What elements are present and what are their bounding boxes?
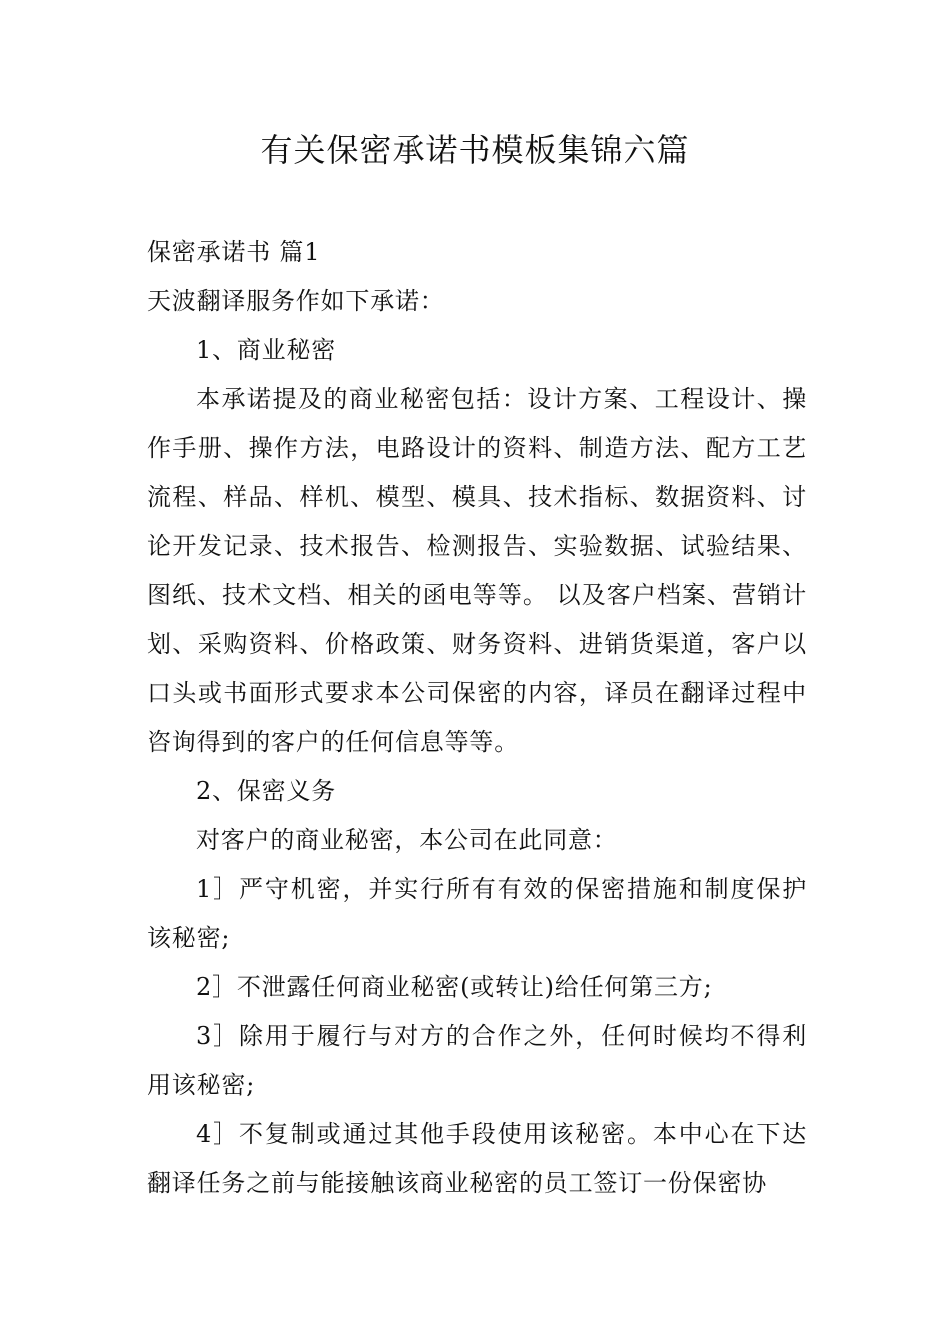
document-body	[147, 228, 807, 1208]
paragraph-clause-1: 1］严守机密，并实行所有有效的保密措施和制度保护该秘密;	[147, 875, 807, 952]
document-title: 有关保密承诺书模板集锦六篇	[260, 131, 690, 169]
section-heading: 保密承诺书 篇1	[147, 238, 321, 266]
paragraph-trade-secret-scope: 本承诺提及的商业秘密包括：设计方案、工程设计、操作手册、操作方法，电路设计的资料、制造方法、配方工艺流程、样品、样机、模型、模具、技术指标、数据资料、讨论开发记录、技术报告、检测报告、实验数据、试验结果、图纸、技术文档、相关的函电等等。 以及客户档案、营销计划、采购资料、价格政策、财务资料、进销货渠道，客户以口头或书面形式要求本公司保密的内容，译员在翻译过程中咨询得到的客户的任何信息等等。	[147, 385, 807, 756]
paragraph-clause-3: 3］除用于履行与对方的合作之外，任何时候均不得利用该秘密;	[147, 1022, 807, 1099]
paragraph-agreement-intro: 对客户的商业秘密，本公司在此同意：	[196, 826, 618, 854]
paragraph-heading-trade-secret: 1、商业秘密	[196, 336, 337, 364]
paragraph-heading-confidentiality: 2、保密义务	[196, 777, 337, 805]
paragraph-clause-2: 2］不泄露任何商业秘密(或转让)给任何第三方;	[196, 973, 713, 1001]
paragraph-clause-4: 4］不复制或通过其他手段使用该秘密。本中心在下达翻译任务之前与能接触该商业秘密的员工签订一份保密协	[147, 1120, 807, 1197]
paragraph-intro: 天波翻译服务作如下承诺：	[147, 287, 445, 315]
